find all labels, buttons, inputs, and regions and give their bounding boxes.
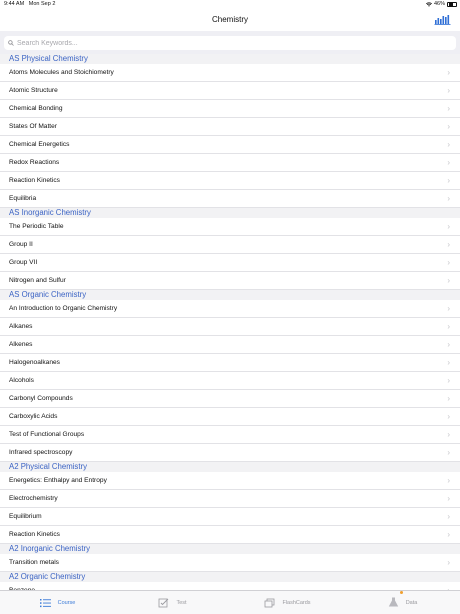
chevron-right-icon: › [447,194,450,203]
list-item-label: The Periodic Table [9,223,64,230]
chevron-right-icon: › [447,530,450,539]
chevron-right-icon: › [447,512,450,521]
tab-label: Test [176,599,187,606]
list-item[interactable] [0,82,460,100]
list-item[interactable] [0,554,460,572]
chevron-right-icon: › [447,558,450,567]
list-item[interactable] [0,236,460,254]
list-item[interactable] [0,118,460,136]
chevron-right-icon: › [447,430,450,439]
chevron-right-icon: › [447,68,450,77]
search-bar [0,31,460,54]
list-item-label: Reaction Kinetics [9,177,60,184]
chevron-right-icon: › [447,304,450,313]
list-item-label: Halogenoalkanes [9,359,60,366]
cards-icon [264,598,275,608]
notification-badge [400,591,403,594]
search-input[interactable] [17,40,456,47]
tab-label: Data [405,599,418,606]
list-item[interactable] [0,64,460,82]
page-title: Chemistry [211,15,248,24]
list-item[interactable] [0,300,460,318]
list-item-label: Nitrogen and Sulfur [9,277,66,284]
list-item[interactable] [0,336,460,354]
list-item[interactable] [0,172,460,190]
list-item[interactable] [0,490,460,508]
list-icon [40,598,51,608]
status-time: 9:44 AM Mon Sep 2 [4,1,56,7]
list-item-label: Infrared spectroscopy [9,449,73,456]
list-item-label: Carbonyl Compounds [9,395,73,402]
list-item[interactable] [0,136,460,154]
chevron-right-icon: › [447,322,450,331]
list-item[interactable] [0,272,460,290]
battery-percent: 46% [433,1,445,7]
list-item-label: Atomic Structure [9,87,58,94]
list-item[interactable] [0,426,460,444]
list-item-label: Energetics: Enthalpy and Entropy [9,477,107,484]
section-header: AS Inorganic Chemistry [0,208,460,218]
list-item-label: Reaction Kinetics [9,531,60,538]
chevron-right-icon: › [447,340,450,349]
list-item[interactable] [0,390,460,408]
list-item-label: Equilibria [9,195,37,202]
chevron-right-icon: › [447,104,450,113]
list-item-label: Redox Reactions [9,159,60,166]
battery-icon [447,2,457,7]
course-list [0,54,460,586]
list-item-label: Alkenes [9,341,33,348]
tab-data[interactable] [345,591,460,614]
chevron-right-icon: › [447,494,450,503]
list-item[interactable] [0,408,460,426]
section-header: A2 Physical Chemistry [0,462,460,472]
list-item-label: Atoms Molecules and Stoichiometry [9,69,114,76]
tab-flashcards[interactable] [230,591,345,614]
list-item-label: Chemical Bonding [9,105,63,112]
list-item[interactable] [0,372,460,390]
section-header: A2 Inorganic Chemistry [0,544,460,554]
list-item-label: States Of Matter [9,123,58,130]
list-item[interactable] [0,190,460,208]
list-item-label: Carboxylic Acids [9,413,58,420]
chevron-right-icon: › [447,448,450,457]
search-field[interactable] [4,36,456,50]
tab-bar [0,590,460,614]
list-item[interactable] [0,526,460,544]
chevron-right-icon: › [447,412,450,421]
chevron-right-icon: › [447,358,450,367]
list-item[interactable] [0,154,460,172]
chevron-right-icon: › [447,140,450,149]
chevron-right-icon: › [447,86,450,95]
chart-icon[interactable] [434,14,452,25]
chevron-right-icon: › [447,376,450,385]
chevron-right-icon: › [447,394,450,403]
section-header: AS Physical Chemistry [0,54,460,64]
list-item-label: Group II [9,241,33,248]
chevron-right-icon: › [447,240,450,249]
list-item[interactable] [0,254,460,272]
list-item-label: Group VII [9,259,38,266]
chevron-right-icon: › [447,122,450,131]
wifi-icon [426,2,432,7]
section-header: A2 Organic Chemistry [0,572,460,582]
tab-label: Course [57,599,76,606]
chevron-right-icon: › [447,158,450,167]
section-header: AS Organic Chemistry [0,290,460,300]
status-right [426,1,457,7]
chevron-right-icon: › [447,258,450,267]
list-item[interactable] [0,318,460,336]
list-item[interactable] [0,444,460,462]
data-icon-wrap [388,594,399,612]
tab-label: FlashCards [282,599,311,606]
tab-test[interactable] [115,591,230,614]
chevron-right-icon: › [447,176,450,185]
list-item[interactable] [0,218,460,236]
list-item-label: An Introduction to Organic Chemistry [9,305,118,312]
list-item-label: Chemical Energetics [9,141,70,148]
list-item-label: Equilibrium [9,513,42,520]
checklist-icon [158,598,169,608]
list-item[interactable] [0,354,460,372]
list-item-label: Test of Functional Groups [9,431,85,438]
flask-icon [388,597,399,607]
list-item-label: Alkanes [9,323,33,330]
search-icon [8,40,14,46]
list-item[interactable] [0,472,460,490]
chevron-right-icon: › [447,222,450,231]
tab-course[interactable] [0,591,115,614]
navigation-bar [0,9,460,31]
chevron-right-icon: › [447,476,450,485]
list-item[interactable] [0,100,460,118]
list-item-label: Transition metals [9,559,59,566]
list-item-label: Alcohols [9,377,34,384]
chevron-right-icon: › [447,276,450,285]
status-bar [0,0,460,9]
list-item[interactable] [0,508,460,526]
list-item-label: Electrochemistry [9,495,58,502]
